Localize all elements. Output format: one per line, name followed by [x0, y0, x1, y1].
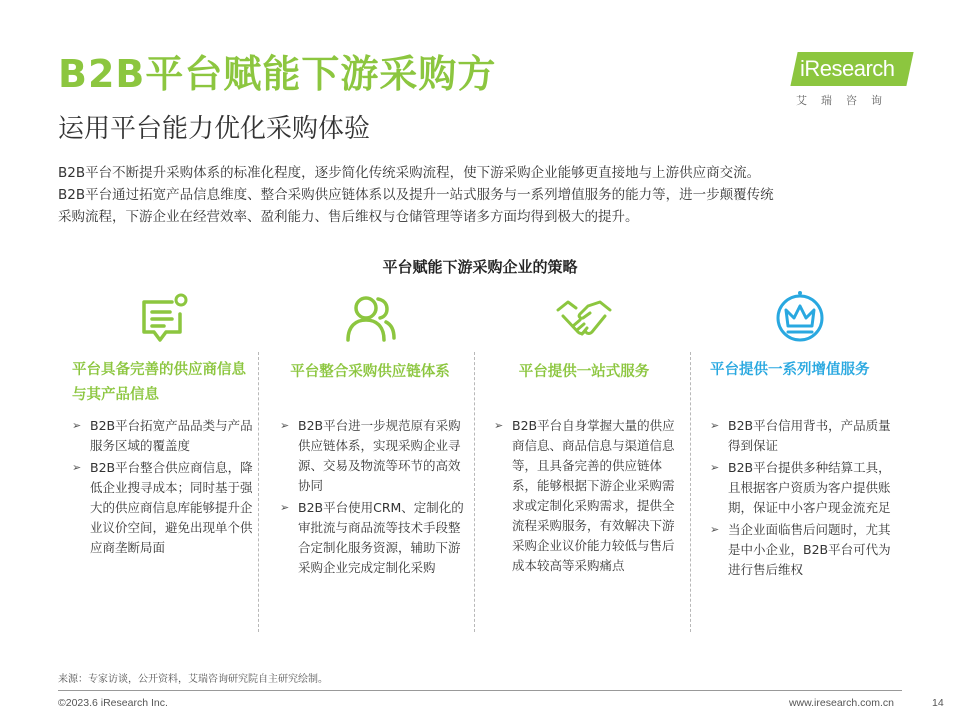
- strategy-column-one-stop: [484, 288, 684, 638]
- message-icon: [132, 288, 192, 348]
- column-divider: [258, 352, 259, 632]
- list-item: ➢ B2B平台使用CRM、定制化的审批流与商品流等技术手段整合定制化服务资源，辅助下游采购企业完成定制化采购: [276, 498, 466, 578]
- bullet-list: [68, 416, 258, 560]
- list-item: ➢ B2B平台提供多种结算工具，且根据客户资质为客户提供账期，保证中小客户现金流充足: [706, 458, 896, 518]
- column-heading: 平台提供一系列增值服务: [710, 362, 870, 378]
- logo-cn: 艾瑞咨询: [796, 94, 896, 107]
- column-heading: 平台具备完善的供应商信息与其产品信息: [72, 362, 246, 403]
- page-number: 14: [932, 697, 944, 709]
- bullet-list: [706, 416, 896, 582]
- strategy-column-supply-chain: [270, 288, 470, 638]
- footer-divider: [58, 690, 902, 691]
- users-icon: [340, 288, 400, 348]
- list-item: ➢ B2B平台整合供应商信息，降低企业搜寻成本；同时基于强大的供应商信息库能够提升企业议价空间，避免出现单个供应商垄断局面: [68, 458, 258, 558]
- list-item: ➢ B2B平台信用背书，产品质量得到保证: [706, 416, 896, 456]
- intro-line: B2B平台不断提升采购体系的标准化程度，逐步简化传统采购流程，使下游采购企业能够更直接地与上游供应商交流。: [58, 165, 761, 181]
- strategy-column-value-added: [700, 288, 900, 638]
- intro-line: B2B平台通过拓宽产品信息维度、整合采购供应链体系以及提升一站式服务与一系列增值服务的能力等，进一步颠覆传统: [58, 187, 774, 203]
- intro-line: 采购流程，下游企业在经营效率、盈利能力、售后维权与仓储管理等诸多方面均得到极大的提升。: [58, 209, 639, 225]
- source-note: 来源：专家访谈，公开资料，艾瑞咨询研究院自主研究绘制。: [58, 674, 328, 685]
- list-item: ➢ B2B平台拓宽产品品类与产品服务区域的覆盖度: [68, 416, 258, 456]
- bullet-list: [276, 416, 466, 580]
- strategy-column-supplier-info: [62, 288, 262, 638]
- column-divider: [690, 352, 691, 632]
- page-subtitle: 运用平台能力优化采购体验: [58, 114, 371, 144]
- intro-paragraph: [58, 162, 908, 228]
- website-link[interactable]: www.iresearch.com.cn: [788, 697, 894, 709]
- copyright: ©2023.6 iResearch Inc.: [58, 697, 168, 709]
- crown-badge-icon: [770, 288, 830, 348]
- page-title: B2B平台赋能下游采购方: [58, 52, 497, 96]
- bullet-list: [490, 416, 680, 578]
- list-item: ➢ B2B平台自身掌握大量的供应商信息、商品信息与渠道信息等，且具备完善的供应链体系，能够根据下游企业采购需求或定制化采购需求，提供全流程采购服务，有效解决下游采购企业议价能力较低与售后成本较高等采购痛点: [490, 416, 680, 576]
- list-item: ➢ 当企业面临售后问题时，尤其是中小企业，B2B平台可代为进行售后维权: [706, 520, 896, 580]
- iresearch-logo: [792, 48, 912, 112]
- logo-text: iResearch: [800, 56, 895, 81]
- section-title: 平台赋能下游采购企业的策略: [382, 258, 578, 276]
- column-heading: 平台整合采购供应链体系: [290, 364, 450, 380]
- list-item: ➢ B2B平台进一步规范原有采购供应链体系，实现采购企业寻源、交易及物流等环节的高效协同: [276, 416, 466, 496]
- column-heading: 平台提供一站式服务: [518, 364, 650, 380]
- handshake-icon: [554, 288, 614, 348]
- column-divider: [474, 352, 475, 632]
